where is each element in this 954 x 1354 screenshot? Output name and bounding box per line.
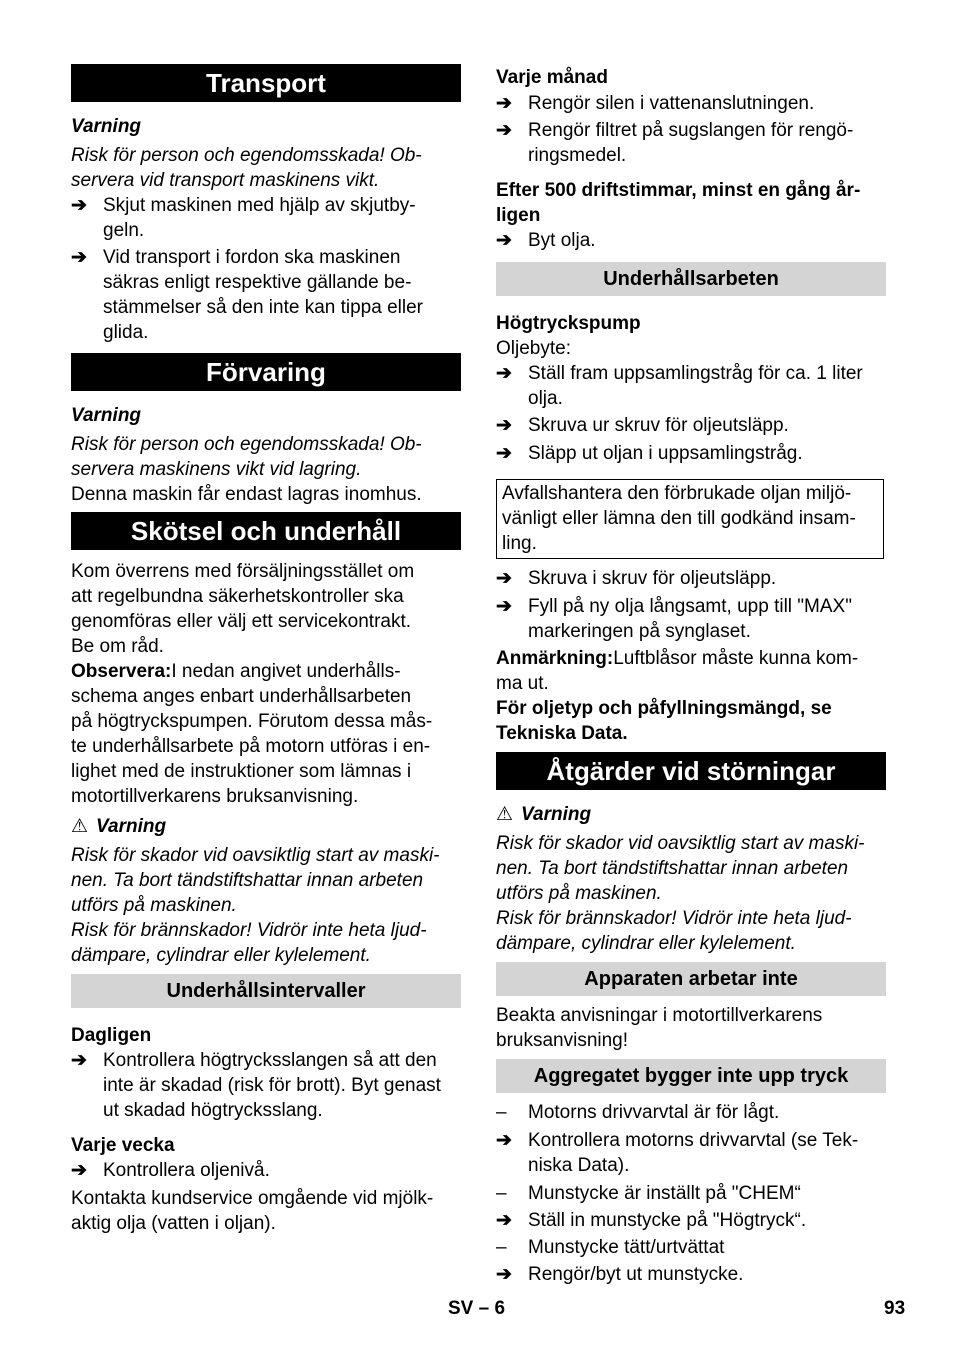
weekly-title: Varje vecka (71, 1135, 175, 1156)
heading-intervals: Underhållsintervaller (71, 974, 461, 1008)
not-working-text: Beakta anvisningar i motortillverkarens bruksanvisning! (496, 1005, 823, 1051)
heading-no-pressure: Aggregatet bygger inte upp tryck (496, 1059, 886, 1093)
list-item: ➔ Rengör filtret på sugslangen för rengö- ringsmedel. (496, 120, 854, 166)
arrow-icon: ➔ (496, 230, 512, 251)
arrow-icon: ➔ (496, 1210, 512, 1231)
list-item: ➔ Kontrollera motorns drivvarvtal (se Tek- niska Data). (496, 1130, 859, 1176)
heading-faults: Åtgärder vid störningar (496, 752, 886, 790)
list-item: ➔ Rengör/byt ut munstycke. (496, 1264, 744, 1285)
cause-item: – Munstycke är inställt på "CHEM“ (496, 1183, 801, 1204)
warning-title: ⚠ Varning (496, 804, 592, 825)
dash-icon: – (496, 1102, 507, 1123)
storage-text: Risk för person och egendomsskada! Ob- servera maskinens vikt vid lagring. Denna maskin får endast lagras inomhus. (71, 434, 422, 505)
warning-title: Varning (71, 116, 142, 137)
heading-not-working: Apparaten arbetar inte (496, 962, 886, 996)
arrow-icon: ➔ (71, 195, 87, 216)
arrow-icon: ➔ (71, 1050, 87, 1071)
footer-section-label: SV – 6 (448, 1298, 506, 1319)
list-item: ➔ Skruva ur skruv för oljeutsläpp. (496, 415, 789, 436)
list-item: ➔ Rengör silen i vattenanslutningen. (496, 93, 815, 114)
care-paragraph: Kom överrens med försäljningsstället om att regelbundna säkerhetskontroller ska genomföras eller välj ett servicekontrakt. Be om råd. Observera:I nedan angivet underhålls- schema anges enbart underhållsarbeten på högtryckspumpen. Förutom dessa mås- te underhållsarbete på motorn utföras i en- lighet med de instruktioner som lämnas i motortillverkarens bruksanvisning. (71, 561, 433, 807)
page-number: 93 (884, 1298, 906, 1319)
warning-text: Risk för skador vid oavsiktlig start av maski- nen. Ta bort tändstiftshattar innan arbeten utförs på maskinen. Risk för brännskador! Vidrör inte heta ljud- dämpare, cylindrar eller kylelement. (496, 833, 865, 954)
list-item: ➔ Kontrollera högtrycksslangen så att den inte är skadad (risk för brott). Byt genast ut skadad högtrycksslang. (71, 1050, 441, 1121)
list-item: ➔ Skjut maskinen med hjälp av skjutby- geln. (71, 195, 416, 241)
arrow-icon: ➔ (496, 596, 512, 617)
list-item: ➔ Byt olja. (496, 230, 596, 251)
environment-note-box: Avfallshantera den förbrukade oljan miljö- vänligt eller lämna den till godkänd insam- ling. (496, 479, 884, 559)
list-item: ➔ Ställ in munstycke på "Högtryck“. (496, 1210, 807, 1231)
heading-care: Skötsel och underhåll (71, 512, 461, 550)
warning-text: Risk för skador vid oavsiktlig start av maski- nen. Ta bort tändstiftshattar innan arbeten utförs på maskinen. Risk för brännskador! Vidrör inte heta ljud- dämpare, cylindrar eller kylelement. (71, 845, 440, 966)
list-item: ➔ Släpp ut oljan i uppsamlingstråg. (496, 443, 803, 464)
list-item: ➔ Skruva i skruv för oljeutsläpp. (496, 568, 777, 589)
warning-title: ⚠ Varning (71, 816, 167, 837)
heading-maintenance-work: Underhållsarbeten (496, 262, 886, 296)
list-item: ➔ Vid transport i fordon ska maskinen säkras enligt respektive gällande be- stämmelser så den inte kan tippa eller glida. (71, 247, 423, 343)
arrow-icon: ➔ (496, 568, 512, 589)
heading-storage: Förvaring (71, 353, 461, 391)
cause-item: – Motorns drivvarvtal är för lågt. (496, 1102, 780, 1123)
warning-title: Varning (71, 405, 142, 426)
remark-paragraph: Anmärkning:Luftblåsor måste kunna kom- ma ut. (496, 648, 859, 694)
warning-icon: ⚠ (496, 804, 514, 825)
interval-500h-title: Efter 500 driftstimmar, minst en gång år- ligen (496, 180, 861, 226)
cause-item: – Munstycke tätt/urtvättat (496, 1237, 725, 1258)
list-item: ➔ Kontrollera oljenivå. (71, 1160, 270, 1181)
arrow-icon: ➔ (496, 443, 512, 464)
dash-icon: – (496, 1183, 507, 1204)
arrow-icon: ➔ (496, 363, 512, 384)
daily-title: Dagligen (71, 1025, 152, 1046)
heading-transport: Transport (71, 64, 461, 102)
arrow-icon: ➔ (496, 1264, 512, 1285)
arrow-icon: ➔ (496, 93, 512, 114)
arrow-icon: ➔ (496, 1130, 512, 1151)
list-item: ➔ Ställ fram uppsamlingstråg för ca. 1 liter olja. (496, 363, 863, 409)
dash-icon: – (496, 1237, 507, 1258)
arrow-icon: ➔ (496, 415, 512, 436)
arrow-icon: ➔ (71, 247, 87, 268)
monthly-title: Varje månad (496, 67, 608, 88)
pump-title: Högtryckspump (496, 313, 641, 334)
warning-text: Risk för person och egendomsskada! Ob- servera vid transport maskinens vikt. (71, 145, 422, 191)
arrow-icon: ➔ (496, 120, 512, 141)
oil-change-label: Oljebyte: (496, 338, 571, 359)
oil-type-reference: För oljetyp och påfyllningsmängd, se Tekniska Data. (496, 698, 832, 744)
arrow-icon: ➔ (71, 1160, 87, 1181)
weekly-paragraph: Kontakta kundservice omgående vid mjölk- aktig olja (vatten i oljan). (71, 1188, 434, 1234)
warning-icon: ⚠ (71, 816, 89, 837)
list-item: ➔ Fyll på ny olja långsamt, upp till "MAX" markeringen på synglaset. (496, 596, 852, 642)
